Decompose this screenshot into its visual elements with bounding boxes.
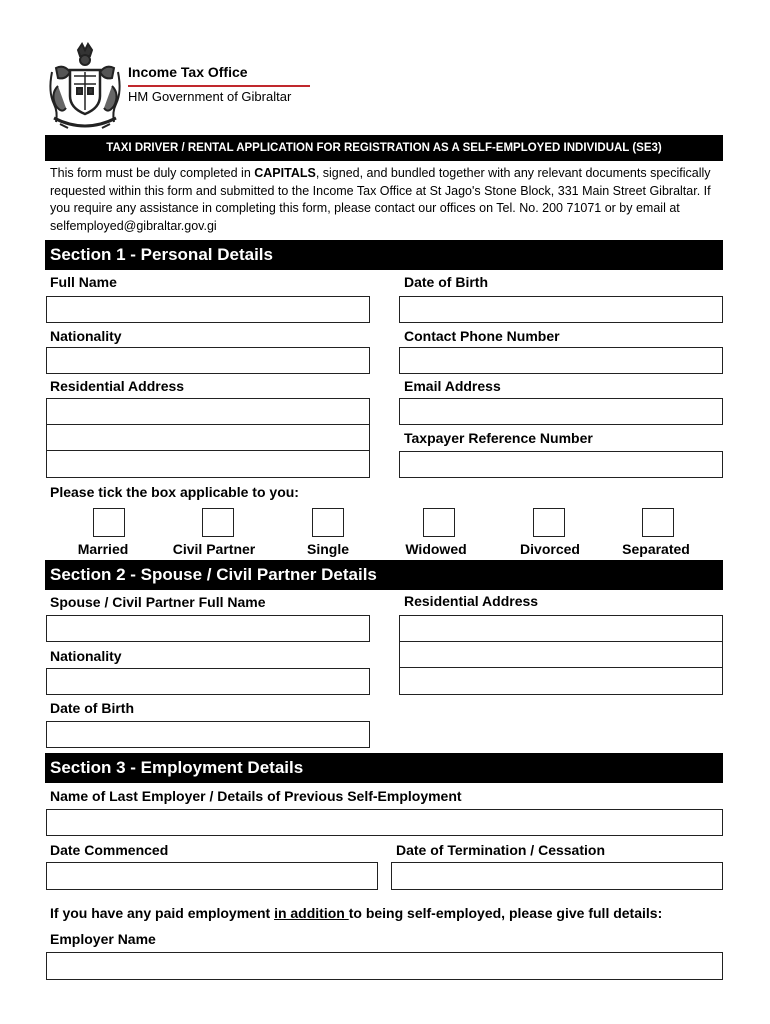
form-title: TAXI DRIVER / RENTAL APPLICATION FOR REGISTRATION AS A SELF-EMPLOYED INDIVIDUAL (SE3) [106, 142, 662, 154]
married-label: Married [77, 541, 129, 557]
civil-partner-checkbox[interactable] [202, 508, 234, 537]
gibraltar-crest-logo [44, 42, 126, 134]
intro-before: This form must be duly completed in [50, 166, 255, 180]
date-termination-field[interactable] [391, 862, 723, 890]
paid-employment-prompt [50, 905, 662, 921]
form-title-bar [45, 135, 723, 161]
full-name-label: Full Name [50, 274, 117, 290]
divorced-checkbox[interactable] [533, 508, 565, 537]
paid-suffix: to being self-employed, please give full details: [348, 905, 663, 921]
section-1-header [45, 240, 723, 270]
last-employer-field[interactable] [46, 809, 723, 836]
full-name-field[interactable] [46, 296, 370, 323]
date-commenced-field[interactable] [46, 862, 378, 890]
email-field[interactable] [399, 398, 723, 425]
intro-after: , signed, and bundled together with any relevant documents specifically requested within this form and submitted to the Income Tax Office at St Jago's Stone Block, 331 Main Street Gibraltar. If you require any assistance in completing this form, please contact our offices on Tel. No. 200 71071 or by email at selfemployed@gibraltar.gov.gi [50, 166, 711, 233]
spouse-address-line-2[interactable] [399, 641, 723, 668]
phone-field[interactable] [399, 347, 723, 374]
section-3-header [45, 753, 723, 783]
single-label: Single [306, 541, 349, 557]
separated-checkbox[interactable] [642, 508, 674, 537]
date-commenced-label: Date Commenced [50, 842, 169, 858]
spouse-address-line-3[interactable] [399, 667, 723, 695]
tax-ref-label: Taxpayer Reference Number [404, 430, 593, 446]
spouse-address-label: Residential Address [404, 593, 539, 609]
tick-prompt: Please tick the box applicable to you: [50, 484, 299, 500]
nationality-label: Nationality [50, 328, 122, 344]
dob-field[interactable] [399, 296, 723, 323]
address-field-line-2[interactable] [46, 424, 370, 451]
paid-prefix: If you have any paid employment [50, 905, 275, 921]
nationality-field[interactable] [46, 347, 370, 374]
section-2-header [45, 560, 723, 590]
dob-label: Date of Birth [404, 274, 488, 290]
email-label: Email Address [404, 378, 501, 394]
tax-ref-field[interactable] [399, 451, 723, 478]
intro-text [50, 165, 722, 235]
civil-partner-label: Civil Partner [172, 541, 256, 557]
employer-name-label: Employer Name [50, 931, 156, 947]
spouse-name-label: Spouse / Civil Partner Full Name [50, 594, 266, 610]
intro-caps: CAPITALS [254, 166, 316, 180]
address-field-line-3[interactable] [46, 450, 370, 478]
spouse-name-field[interactable] [46, 615, 370, 642]
spouse-nationality-label: Nationality [50, 648, 122, 664]
widowed-checkbox[interactable] [423, 508, 455, 537]
married-checkbox[interactable] [93, 508, 125, 537]
single-checkbox[interactable] [312, 508, 344, 537]
paid-underline: in addition [274, 905, 349, 921]
address-field-line-1[interactable] [46, 398, 370, 425]
spouse-dob-field[interactable] [46, 721, 370, 748]
phone-label: Contact Phone Number [404, 328, 560, 344]
address-label: Residential Address [50, 378, 185, 394]
government-name: HM Government of Gibraltar [128, 89, 292, 104]
divorced-label: Divorced [520, 541, 580, 557]
section-2-title: Section 2 - Spouse / Civil Partner Details [50, 565, 377, 584]
office-name: Income Tax Office [128, 64, 248, 80]
section-3-title: Section 3 - Employment Details [50, 758, 304, 777]
spouse-dob-label: Date of Birth [50, 700, 134, 716]
separated-label: Separated [622, 541, 690, 557]
spouse-address-line-1[interactable] [399, 615, 723, 642]
date-termination-label: Date of Termination / Cessation [396, 842, 605, 858]
employer-name-field[interactable] [46, 952, 723, 980]
last-employer-label: Name of Last Employer / Details of Previous Self-Employment [50, 788, 462, 804]
header-red-rule [128, 85, 310, 87]
widowed-label: Widowed [405, 541, 467, 557]
spouse-nationality-field[interactable] [46, 668, 370, 695]
section-1-title: Section 1 - Personal Details [50, 245, 273, 264]
